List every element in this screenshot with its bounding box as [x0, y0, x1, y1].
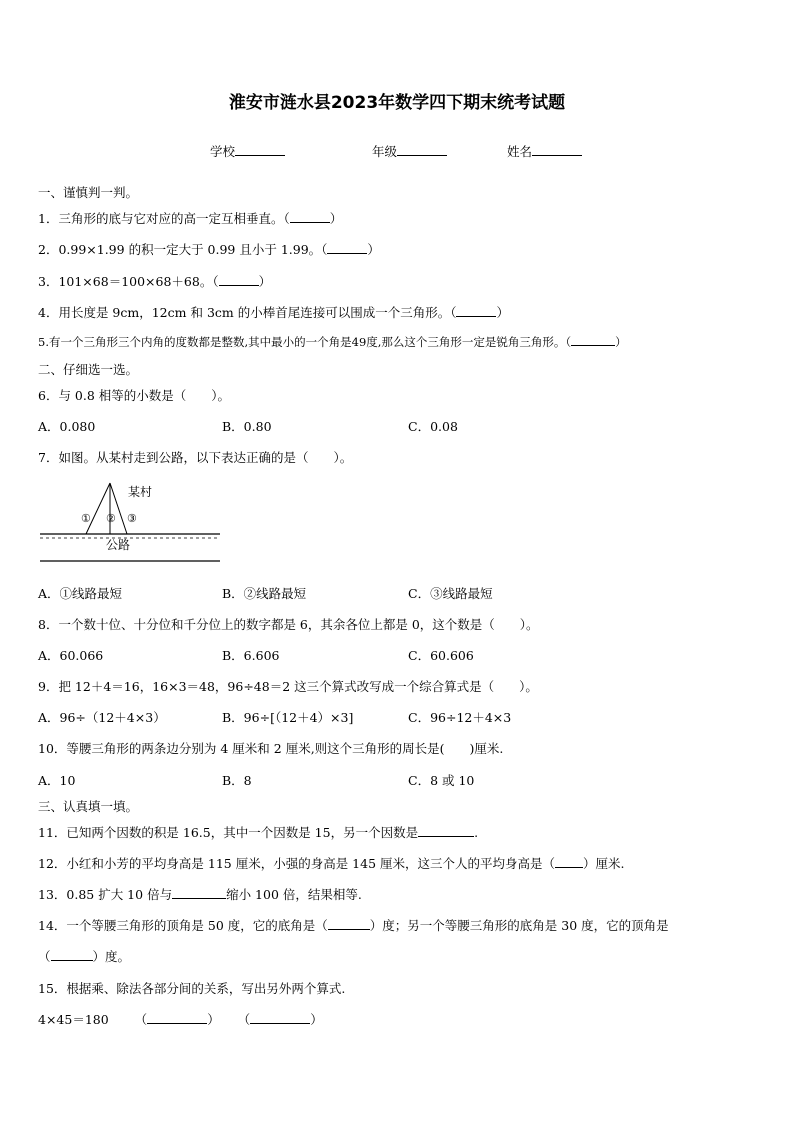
village-label: 某村	[128, 485, 153, 499]
route-1-line	[86, 483, 110, 534]
route-2-label: ②	[106, 512, 116, 525]
q9-option-b[interactable]: B．96÷[（12＋4）×3]	[222, 710, 354, 725]
route-1-label: ①	[81, 512, 91, 525]
question-8: 8．一个数十位、十分位和千分位上的数字都是 6，其余各位上都是 0，这个数是（ ）。	[38, 617, 539, 632]
q7-option-a[interactable]: A．①线路最短	[38, 586, 123, 601]
answer-blank-13[interactable]	[172, 887, 226, 899]
question-5: 5.有一个三角形三个内角的度数都是整数,其中最小的一个角是49度,那么这个三角形一定是锐角三角形。（ ）	[38, 335, 627, 349]
answer-blank-14a[interactable]	[328, 918, 370, 930]
q6-option-a[interactable]: A．0.080	[38, 419, 96, 434]
q8-option-c[interactable]: C．60.606	[408, 648, 474, 663]
question-15-equations: 4×45＝180 （ ） （ ）	[38, 1012, 323, 1027]
answer-blank-2[interactable]	[327, 242, 367, 254]
q6-option-b[interactable]: B．0.80	[222, 419, 272, 434]
q10-option-a[interactable]: A．10	[38, 773, 76, 788]
question-9: 9．把 12＋4＝16，16×3＝48，96÷48＝2 这三个算式改写成一个综合算式是（ ）。	[38, 679, 538, 694]
q15-equation: 4×45＝180	[38, 1012, 109, 1027]
name-field	[507, 142, 582, 160]
q9-option-c[interactable]: C．96÷12＋4×3	[408, 710, 512, 725]
answer-blank-11[interactable]	[418, 825, 474, 837]
q10-option-c[interactable]: C．8 或 10	[408, 773, 475, 788]
question-14-continued: （ ）度。	[38, 949, 131, 964]
section-2-heading: 二、仔细选一选。	[38, 362, 139, 377]
answer-blank-1[interactable]	[290, 211, 330, 223]
page-title: 淮安市涟水县2023年数学四下期末统考试题	[228, 93, 566, 113]
section-3-heading: 三、认真填一填。	[38, 799, 139, 814]
q6-option-c[interactable]: C．0.08	[408, 419, 458, 434]
answer-blank-15b[interactable]	[250, 1012, 310, 1024]
question-14: 14．一个等腰三角形的顶角是 50 度，它的底角是（ ）度；另一个等腰三角形的底角是 30 度，它的顶角是	[38, 918, 669, 933]
q10-option-b[interactable]: B．8	[222, 773, 252, 788]
answer-blank-15a[interactable]	[147, 1012, 207, 1024]
question-10: 10．等腰三角形的两条边分别为 4 厘米和 2 厘米,则这个三角形的周长是( )厘米.	[38, 741, 504, 756]
answer-blank-14b[interactable]	[51, 949, 93, 961]
question-6: 6．与 0.8 相等的小数是（ ）。	[38, 388, 231, 403]
question-4: 4．用长度是 9cm，12cm 和 3cm 的小棒首尾连接可以围成一个三角形。（ ）	[38, 305, 509, 320]
school-blank[interactable]	[235, 143, 285, 156]
grade-field	[372, 142, 447, 160]
q7-option-b[interactable]: B．②线路最短	[222, 586, 307, 601]
school-field	[210, 142, 285, 160]
route-3-label: ③	[127, 512, 137, 525]
name-label: 姓名	[507, 144, 533, 159]
question-1: 1．三角形的底与它对应的高一定互相垂直。（ ）	[38, 211, 343, 226]
question-13: 13．0.85 扩大 10 倍与 缩小 100 倍，结果相等.	[38, 887, 362, 902]
q9-option-a[interactable]: A．96÷（12＋4×3）	[38, 710, 166, 725]
q7-option-c[interactable]: C．③线路最短	[408, 586, 493, 601]
school-label: 学校	[210, 144, 236, 159]
question-12: 12．小红和小芳的平均身高是 115 厘米，小强的身高是 145 厘米，这三个人的平均身高是（ ）厘米.	[38, 856, 625, 871]
name-blank[interactable]	[532, 143, 582, 156]
question-11: 11．已知两个因数的积是 16.5，其中一个因数是 15，另一个因数是 .	[38, 825, 479, 840]
q8-option-b[interactable]: B．6.606	[222, 648, 280, 663]
road-label: 公路	[106, 538, 131, 552]
answer-blank-5[interactable]	[571, 334, 615, 346]
question-3: 3．101×68＝100×68＋68。（ ）	[38, 274, 272, 289]
section-1-heading: 一、谨慎判一判。	[38, 185, 139, 200]
route-3-line	[110, 483, 127, 534]
question-7: 7．如图。从某村走到公路，以下表达正确的是（ ）。	[38, 450, 353, 465]
question-15: 15．根据乘、除法各部分间的关系，写出另外两个算式.	[38, 981, 346, 996]
q8-option-a[interactable]: A．60.066	[38, 648, 104, 663]
village-road-figure	[36, 478, 226, 568]
answer-blank-3[interactable]	[219, 274, 259, 286]
grade-blank[interactable]	[397, 143, 447, 156]
grade-label: 年级	[372, 144, 398, 159]
question-2: 2．0.99×1.99 的积一定大于 0.99 且小于 1.99。（ ）	[38, 242, 380, 257]
answer-blank-12[interactable]	[555, 856, 583, 868]
answer-blank-4[interactable]	[456, 305, 496, 317]
